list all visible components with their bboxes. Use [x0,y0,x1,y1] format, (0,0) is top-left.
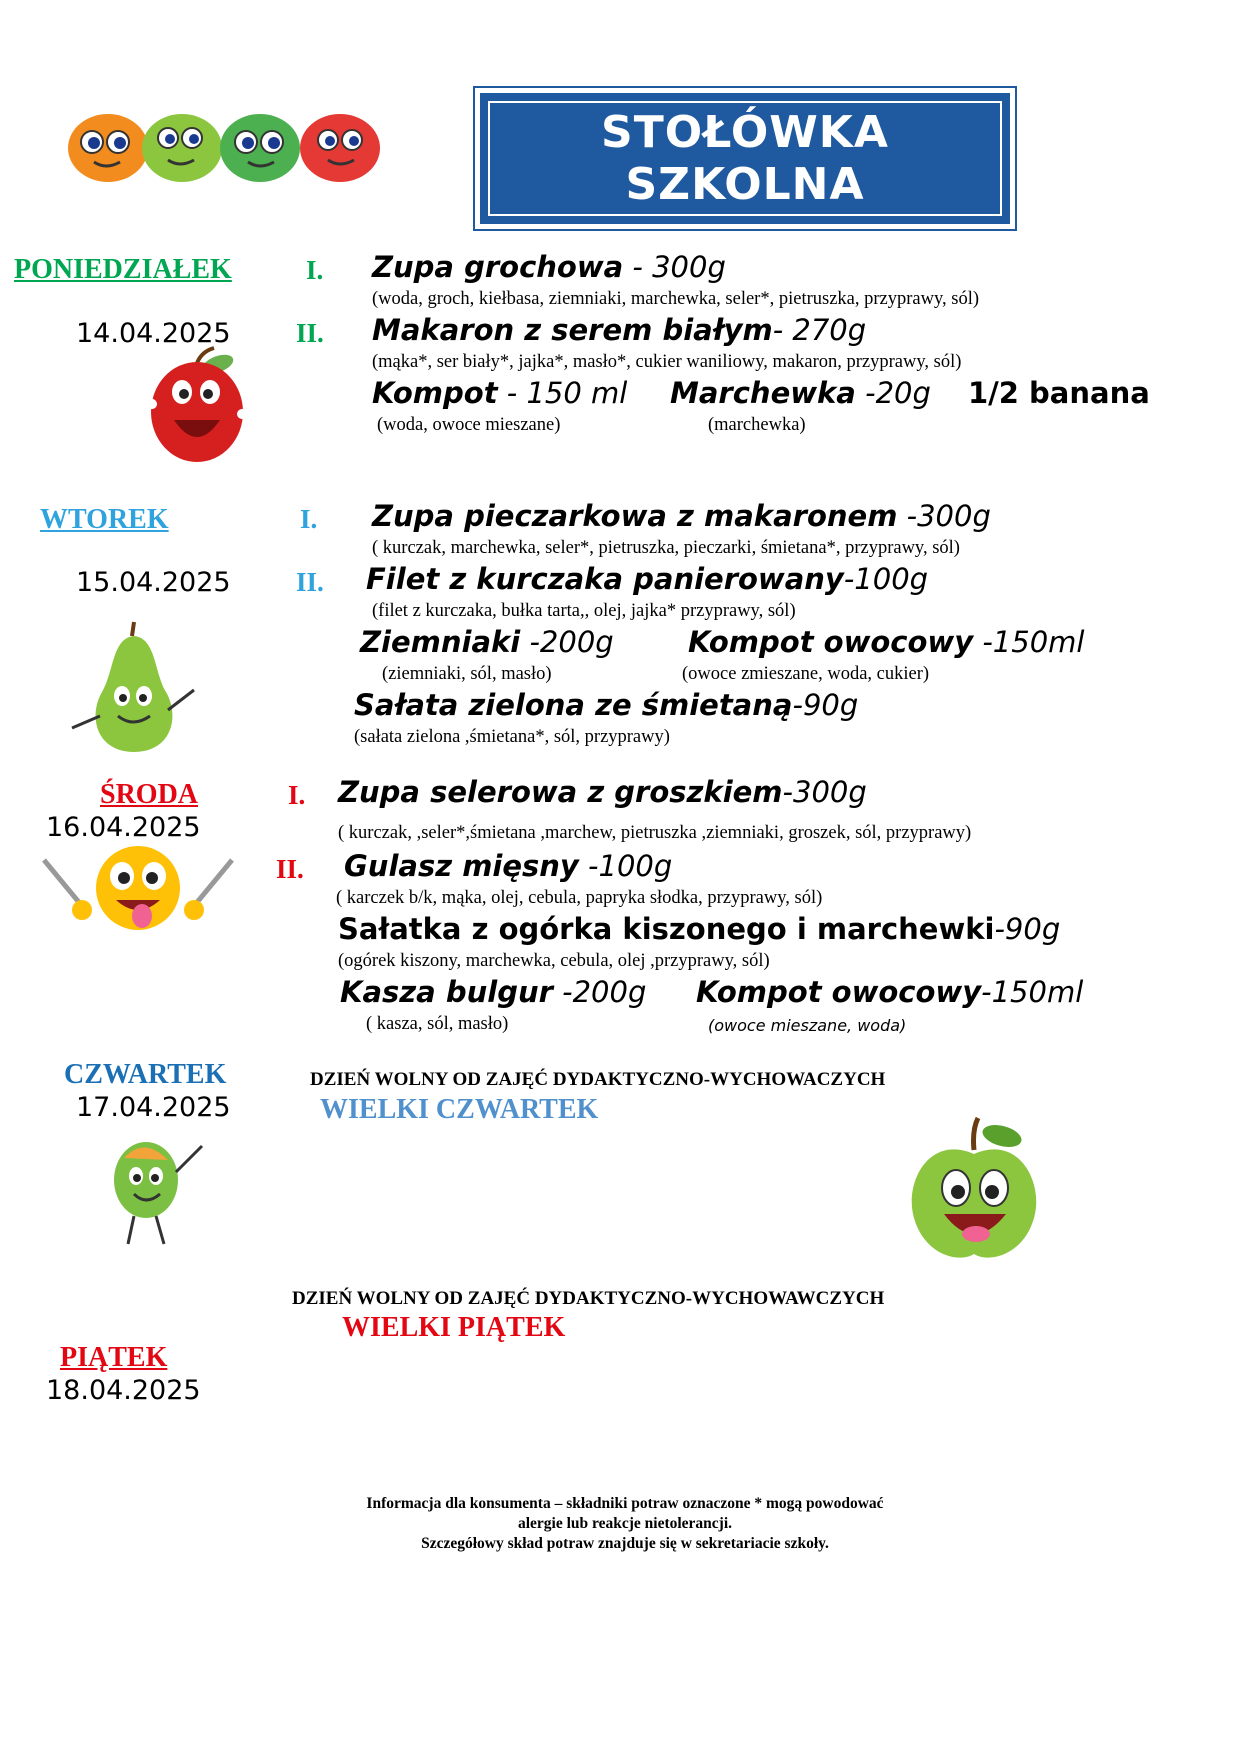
tuesday-dish-1-ingredients: ( kurczak, marchewka, seler*, pietruszka, pieczarki, śmietana*, przyprawy, sól) [372,538,960,558]
tuesday-dish-2 [366,562,928,596]
tuesday-dish-2-ingredients: (filet z kurczaka, bułka tarta,, olej, jajka* przyprawy, sól) [372,601,796,621]
mango-mascot-icon [104,1136,214,1252]
thursday-day-label: CZWARTEK [64,1059,227,1090]
dish-weight: -200g [552,975,647,1009]
dish-weight: - 300g [623,250,726,284]
sign-line-2: SZKOLNA [625,158,865,210]
wednesday-dish-3 [338,912,1060,946]
dish-weight: -100g [578,849,673,883]
monday-day-label: PONIEDZIAŁEK [14,254,232,285]
dish-weight: -300g [782,775,867,809]
dish-name: Sałatka z ogórka kiszonego i marchewki [338,912,995,946]
thursday-date: 17.04.2025 [76,1092,231,1123]
dish-name: Zupa selerowa z groszkiem [338,775,783,809]
allergen-info-line-2: alergie lub reakcje nietolerancji. [517,1515,733,1532]
monday-dish-1-ingredients: (woda, groch, kiełbasa, ziemniaki, marchewka, seler*, pietruszka, przyprawy, sól) [372,289,980,309]
monday-date: 14.04.2025 [76,318,231,349]
wednesday-date: 16.04.2025 [46,812,201,843]
dish-name: Kompot owocowy [696,975,982,1009]
dish-weight: - 150 ml [497,376,628,410]
monday-dish-2-ingredients: (mąka*, ser biały*, jajka*, masło*, cukier waniliowy, makaron, przyprawy, sól) [372,352,962,372]
dish-name: Zupa grochowa [372,250,624,284]
tuesday-date: 15.04.2025 [76,567,231,598]
apple-mascot-icon [122,344,272,470]
wednesday-dish-4 [340,975,646,1009]
monday-dish-5 [968,376,1150,410]
dish-name: Ziemniaki [360,625,521,659]
wednesday-day-label: ŚRODA [100,779,199,810]
dish-weight: -90g [792,688,859,722]
thursday-holiday: WIELKI CZWARTEK [320,1094,599,1125]
wednesday-dish-2-ingredients: ( karczek b/k, mąka, olej, cebula, papryka słodka, przyprawy, sól) [336,888,823,908]
tuesday-day-label: WTOREK [40,504,169,535]
friday-date: 18.04.2025 [46,1375,201,1406]
tuesday-dish-1 [372,499,991,533]
dish-name: Kompot owocowy [688,625,974,659]
tuesday-dish-5 [354,688,858,722]
dish-name: Gulasz mięsny [344,849,579,883]
tuesday-dish-3 [360,625,614,659]
tuesday-dish-4 [688,625,1084,659]
friday-notice: DZIEŃ WOLNY OD ZAJĘĆ DYDAKTYCZNO-WYCHOWAWCZYCH [292,1288,885,1309]
thursday-notice: DZIEŃ WOLNY OD ZAJĘĆ DYDAKTYCZNO-WYCHOWACZYCH [310,1069,886,1090]
dish-weight: -150ml [973,625,1085,659]
pear-mascot-icon [60,620,210,760]
tuesday-dish-4-ingredients: (owoce zmieszane, woda, cukier) [682,664,930,684]
sign-line-1: STOŁÓWKA [601,106,889,158]
monday-dish-3 [372,376,627,410]
wednesday-dish-1 [338,775,867,809]
hungry-emoji-icon [38,840,238,940]
friday-day-label: PIĄTEK [60,1342,168,1373]
dish-weight: -300g [897,499,991,533]
dish-weight: -200g [520,625,614,659]
dish-name: Makaron z serem białym [372,313,773,347]
wednesday-dish-5-ingredients: (owoce mieszane, woda) [708,1016,907,1035]
monday-dish-4-ingredients: (marchewka) [708,415,806,435]
monday-dish-2 [372,313,866,347]
allergen-info-line-1: Informacja dla konsumenta – składniki potraw oznaczone * mogą powodować [366,1495,884,1512]
fruit-faces-row-icon [62,108,407,188]
dish-weight: -20g [855,376,931,410]
dish-name: 1/2 banana [968,376,1150,410]
dish-name: Kompot [372,376,498,410]
allergen-info-line-3: Szczegółowy skład potraw znajduje się w sekretariacie szkoły. [421,1535,829,1552]
dish-name: Filet z kurczaka panierowany [366,562,844,596]
wednesday-dish-4-ingredients: ( kasza, sól, masło) [366,1014,509,1034]
monday-dish-4 [670,376,931,410]
wednesday-course-2-number: II. [276,854,304,884]
dish-name: Kasza bulgur [340,975,553,1009]
friday-holiday: WIELKI PIĄTEK [342,1312,566,1343]
dish-name: Zupa pieczarkowa z makaronem [372,499,898,533]
green-apple-face-icon [898,1114,1050,1268]
wednesday-dish-3-ingredients: (ogórek kiszony, marchewka, cebula, olej ,przyprawy, sól) [338,951,770,971]
dish-weight: -100g [843,562,929,596]
wednesday-dish-2 [344,849,672,883]
tuesday-course-1-number: I. [300,504,318,534]
wednesday-dish-5 [696,975,1083,1009]
monday-course-1-number: I. [306,255,324,285]
tuesday-course-2-number: II. [296,567,324,597]
dish-name: Marchewka [670,376,856,410]
canteen-sign [475,88,1015,229]
allergen-info [245,1494,1005,1554]
tuesday-dish-5-ingredients: (sałata zielona ,śmietana*, sól, przyprawy) [354,727,670,747]
monday-dish-3-ingredients: (woda, owoce mieszane) [377,415,561,435]
wednesday-dish-1-ingredients: ( kurczak, ,seler*,śmietana ,marchew, pietruszka ,ziemniaki, groszek, sól, przyprawy) [338,823,972,843]
dish-weight: - 270g [772,313,867,347]
tuesday-dish-3-ingredients: (ziemniaki, sól, masło) [382,664,552,684]
wednesday-course-1-number: I. [288,780,306,810]
monday-course-2-number: II. [296,318,324,348]
dish-weight: -90g [994,912,1061,946]
dish-name: Sałata zielona ze śmietaną [354,688,793,722]
monday-dish-1 [372,250,726,284]
dish-weight: -150ml [981,975,1084,1009]
